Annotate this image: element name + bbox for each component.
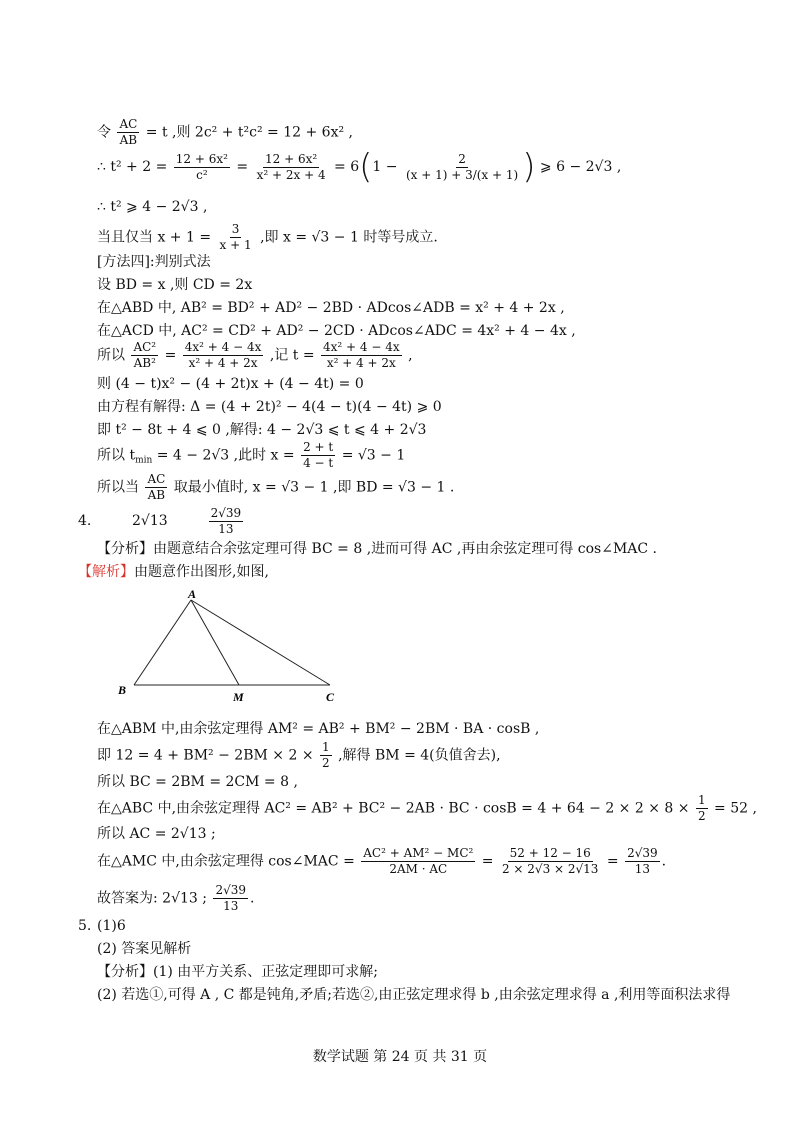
fraction: $\frac{52 + 12 - 16}{2 \times 2√3 \times 2√13}$ (501, 846, 599, 876)
vertex-label-c: C (326, 690, 335, 704)
fraction: $\frac{2}{(x + 1) + 3/(x + 1)}$ (405, 151, 519, 182)
line-t-min: 所以 $t_{min} = 4 - 2√3$ ,此时 x = $\frac{2 + t}{4 - t}$ = √3 − 1 (97, 440, 406, 470)
method-four-heading: [方法四]:判别式法 (97, 254, 211, 270)
line-triangle-acd: 在△ACD 中, AC² = CD² + AD² − 2CD · ADcos∠ADC = 4x² + 4 − 4x , (97, 323, 576, 339)
line-triangle-abm: 在△ABM 中,由余弦定理得 AM² = AB² + BM² − 2BM · BA · cosB , (97, 721, 540, 737)
fraction: $\frac{\text{4x² + 4 − 4x}}{\text{x² + 4 + 2x}}$ (184, 340, 262, 370)
fraction-ac-ab: $\frac{AC}{AB}$ (119, 117, 138, 147)
line-quadratic: 则 (4 − t)x² − (4 + 2t)x + (4 − 4t) = 0 (97, 376, 364, 392)
line-t2-bound: ∴ t² ⩾ 4 − 2√3 , (97, 199, 208, 215)
question-4-number: 4. (78, 513, 92, 529)
line-final-answer: 故答案为: 2√13 ; $\frac{2√39}{13}$ . (97, 883, 255, 913)
fraction: $\frac{1}{2}$ (697, 793, 706, 823)
segment-ac (191, 600, 330, 685)
fraction: $\frac{AC}{AB}$ (147, 472, 166, 502)
fraction: $\frac{2 + t}{4 - t}$ (303, 440, 334, 470)
segment-ab (134, 600, 191, 685)
text: = t ,则 2c² + t²c² = 12 + 6x² , (145, 124, 353, 141)
fraction: $\frac{\text{12 + 6x²}}{\text{c²}}$ (175, 151, 228, 182)
question-5-analysis: 【分析】(1) 由平方关系、正弦定理即可求解; (97, 964, 378, 980)
page-footer: 数学试题 第 24 页 共 31 页 (312, 1049, 488, 1065)
line-equality-condition: 当且仅当 x + 1 = $\frac{3}{x + 1}$ ,即 x = √3 − 1 时等号成立. (97, 222, 438, 252)
line-cos-mac: 在△AMC 中,由余弦定理得 cos∠MAC = $\frac{\text{AC² + AM² − MC²}}{2AM \cdot AC}$ = $\frac{52 + 12 - 16}{2 \times 2√3 \times 2√13}$ = $\frac{2√39}{13}$ . (97, 846, 667, 876)
triangle-diagram (112, 588, 352, 704)
text: ⩾ 6 − 2√3 , (539, 159, 622, 175)
fraction: $\frac{\text{AC²}}{\text{AB²}}$ (133, 340, 157, 370)
fraction: $\frac{2√39}{13}$ (627, 846, 658, 876)
line-discriminant: 由方程有解得: Δ = (4 + 2t)² − 4(4 − t)(4 − 4t) ⩾ 0 (97, 399, 442, 415)
question-5-part2: (2) 答案见解析 (97, 941, 192, 957)
question-5-number: 5. (78, 918, 92, 934)
line-triangle-abc: 在△ABC 中,由余弦定理得 AC² = AB² + BC² − 2AB · BC · cosB = 4 + 64 − 2 × 2 × 8 × $\frac{1}{2}$ = 52 , (97, 793, 757, 823)
fraction: $\frac{\text{AC² + AM² − MC²}}{2AM \cdot AC}$ (363, 846, 474, 876)
question-4-analysis: 【分析】由题意结合余弦定理可得 BC = 8 ,进而可得 AC ,再由余弦定理可得 cos∠MAC . (97, 541, 658, 557)
line-bc: 所以 BC = 2BM = 2CM = 8 , (97, 774, 298, 790)
line-ratio-t: 所以 $\frac{\text{AC²}}{\text{AB²}}$ = $\frac{\text{4x² + 4 − 4x}}{\text{x² + 4 + 2x}}$ ,记 t = $\frac{\text{4x² + 4 − 4x}}{\text{x² + 4 + 2x}}$ , (97, 340, 413, 370)
vertex-label-m: M (233, 690, 244, 704)
line-solve-bm: 即 12 = 4 + BM² − 2BM × 2 × $\frac{1}{2}$ ,解得 BM = 4(负值舍去), (97, 740, 501, 770)
text: 令 (97, 124, 111, 141)
line-conclusion: 所以当 $\frac{AC}{AB}$ 取最小值时, x = √3 − 1 ,即 BD = √3 − 1 . (97, 472, 455, 502)
line-set-bd: 设 BD = x ,则 CD = 2x (97, 277, 253, 293)
line-ac: 所以 AC = 2√13 ; (97, 826, 216, 842)
vertex-label-b: B (118, 683, 127, 697)
text: = 6 (334, 159, 360, 175)
fraction: $\frac{1}{2}$ (322, 740, 330, 770)
fraction: $\frac{\text{12 + 6x²}}{\text{x² + 2x + 4}}$ (256, 151, 326, 182)
line-t2-inequality: ∴ t² + 2 = $\frac{\text{12 + 6x²}}{\text{c²}}$ = $\frac{\text{12 + 6x²}}{\text{x² + 2x + 4}}$ = 6(1 − $\frac{2}{(x + 1) + 3/(x + 1)}$ ) ⩾ 6 − 2√3 , (97, 147, 622, 187)
text: 1 − (372, 159, 398, 175)
solution-tag: 【解析】 (78, 564, 134, 580)
segment-am (191, 600, 239, 685)
question-5-analysis-2: (2) 若选①,可得 A , C 都是钝角,矛盾;若选②,由正弦定理求得 b ,由余弦定理求得 a ,利用等面积法求得 (97, 987, 731, 1003)
vertex-label-a: A (188, 588, 197, 601)
text: ∴ t² + 2 = (97, 159, 168, 175)
question-4-answers: 2√13 $\frac{2√39}{13}$ (132, 505, 242, 536)
line-let-t (97, 117, 353, 148)
fraction: $\frac{2√39}{13}$ (215, 883, 246, 913)
fraction: $\frac{3}{x + 1}$ (219, 222, 252, 252)
question-4-solution: 【解析】由题意作出图形,如图, (78, 564, 269, 580)
line-solve-t: 即 t² − 8t + 4 ⩽ 0 ,解得: 4 − 2√3 ⩽ t ⩽ 4 + 2√3 (97, 422, 427, 438)
line-triangle-abd: 在△ABD 中, AB² = BD² + AD² − 2BD · ADcos∠ADB = x² + 4 + 2x , (97, 300, 565, 316)
fraction: $\frac{\text{4x² + 4 − 4x}}{\text{x² + 4 + 2x}}$ (323, 340, 400, 370)
fraction: $\frac{2√39}{13}$ (210, 505, 242, 536)
question-5-part1: (1)6 (97, 918, 126, 934)
